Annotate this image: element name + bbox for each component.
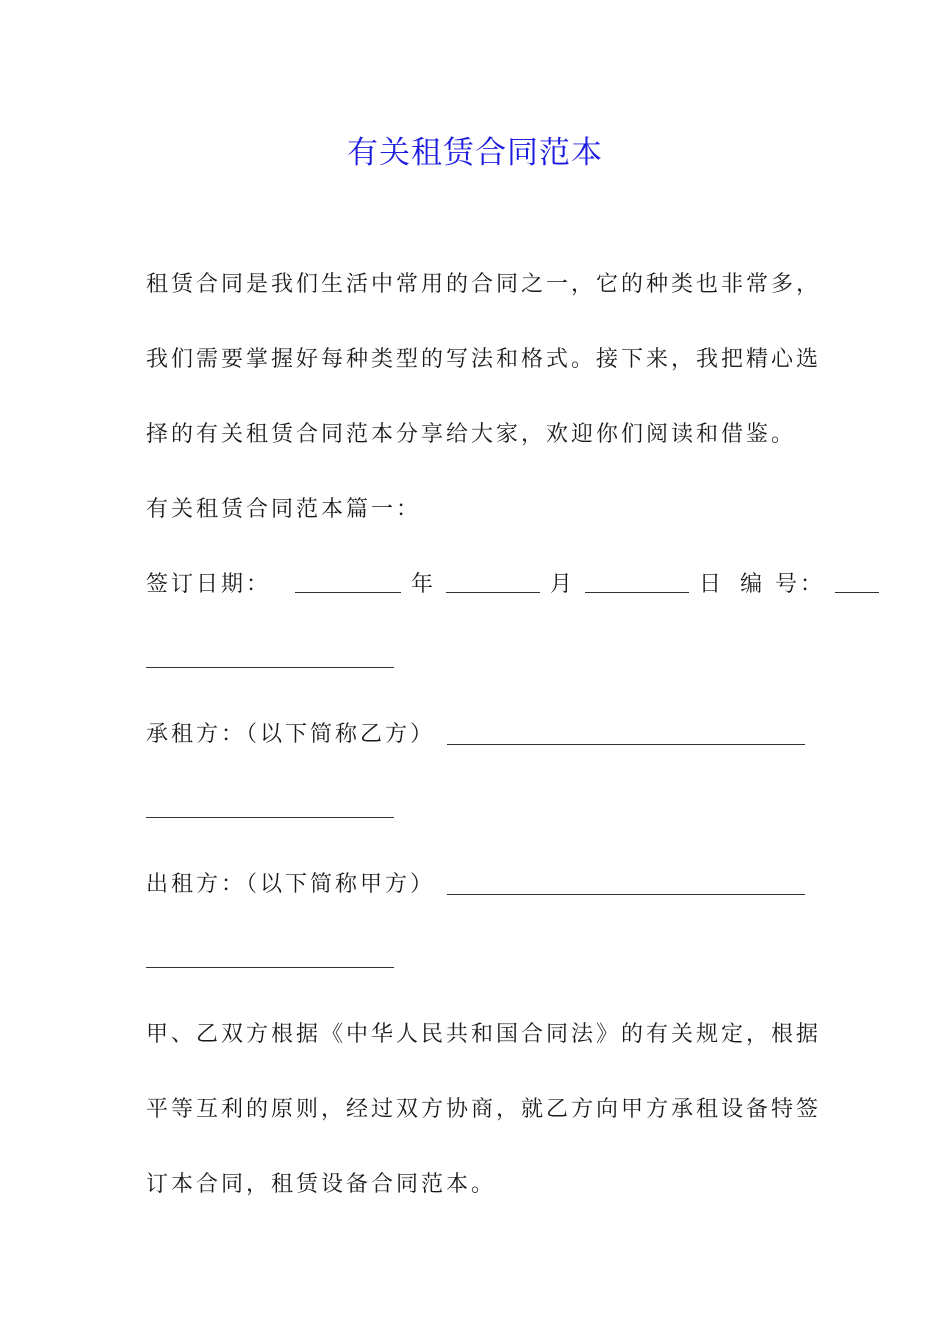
sign-date-label: 签订日期： <box>146 572 272 597</box>
year-blank <box>295 591 401 593</box>
day-label: 日 <box>699 572 725 597</box>
body-line-3: 订本合同，租赁设备合同范本。 <box>146 1172 497 1197</box>
lessee-blank <box>447 744 805 745</box>
month-blank <box>446 591 540 593</box>
number-blank <box>835 591 879 593</box>
lessor-row <box>146 865 806 905</box>
body-line-1: 甲、乙双方根据《中华人民共和国合同法》的有关规定，根据 <box>146 1022 822 1047</box>
lessor-continuation-line <box>146 967 394 968</box>
lessor-label: 出租方：（以下简称甲方） <box>146 872 436 897</box>
intro-line-1: 租赁合同是我们生活中常用的合同之一，它的种类也非常多， <box>146 272 822 297</box>
month-label: 月 <box>550 572 576 597</box>
number-continuation-line <box>146 667 394 668</box>
lessee-continuation-line <box>146 817 394 818</box>
intro-line-2: 我们需要掌握好每种类型的写法和格式。接下来，我把精心选 <box>146 347 822 372</box>
year-label: 年 <box>411 572 437 597</box>
body-line-2: 平等互利的原则，经过双方协商，就乙方向甲方承租设备特签 <box>146 1097 822 1122</box>
lessor-blank <box>447 894 805 895</box>
lessee-row <box>146 715 806 755</box>
lessee-label: 承租方：（以下简称乙方） <box>146 722 436 747</box>
number-label: 编 号： <box>740 572 826 597</box>
sign-date-row <box>146 565 826 605</box>
section-heading: 有关租赁合同范本篇一： <box>146 497 422 522</box>
intro-line-3: 择的有关租赁合同范本分享给大家，欢迎你们阅读和借鉴。 <box>146 422 797 447</box>
document-title: 有关租赁合同范本 <box>347 135 603 171</box>
day-blank <box>585 591 689 593</box>
